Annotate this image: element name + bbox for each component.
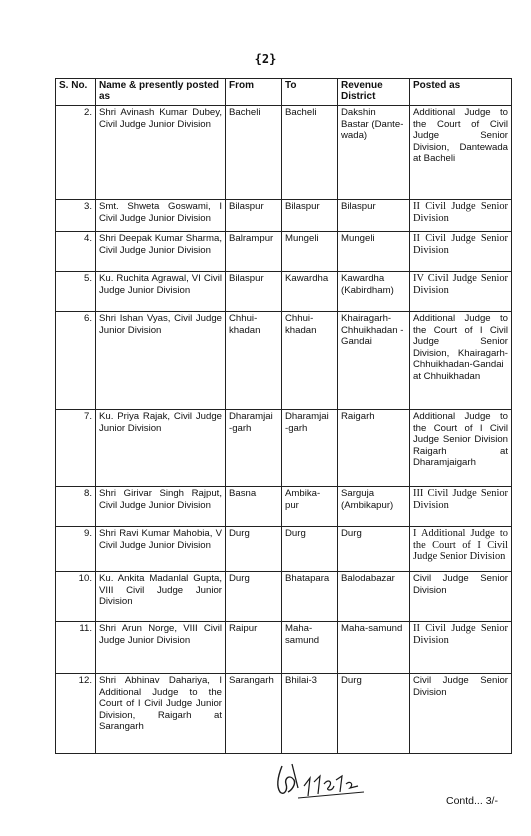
- page-number: {2}: [254, 52, 277, 66]
- cell-district: Balodabazar: [338, 572, 410, 622]
- cell-sno: 7.: [56, 410, 96, 487]
- table-row: [56, 232, 512, 272]
- cell-district: Sarguja (Ambikapur): [338, 487, 410, 527]
- cell-to: Ambika-pur: [282, 487, 338, 527]
- continued-note: Contd... 3/-: [446, 795, 498, 807]
- cell-district: Raigarh: [338, 410, 410, 487]
- cell-from: Durg: [226, 527, 282, 572]
- header-from: From: [226, 79, 282, 106]
- cell-name: Shri Deepak Kumar Sharma, Civil Judge Junior Division: [96, 232, 226, 272]
- cell-from: Chhui-khadan: [226, 312, 282, 410]
- cell-district: Khairagarh-Chhuikhadan -Gandai: [338, 312, 410, 410]
- cell-to: Bhilai-3: [282, 674, 338, 754]
- cell-posted: Civil Judge Senior Division: [410, 674, 512, 754]
- table-row: [56, 200, 512, 232]
- cell-from: Bilaspur: [226, 272, 282, 312]
- cell-district: Maha-samund: [338, 622, 410, 674]
- cell-sno: 6.: [56, 312, 96, 410]
- cell-district: Bilaspur: [338, 200, 410, 232]
- cell-sno: 11.: [56, 622, 96, 674]
- cell-from: Balrampur: [226, 232, 282, 272]
- cell-to: Dharamjai -garh: [282, 410, 338, 487]
- cell-from: Bilaspur: [226, 200, 282, 232]
- cell-name: Shri Girivar Singh Rajput, Civil Judge Junior Division: [96, 487, 226, 527]
- cell-name: Shri Abhinav Dahariya, I Additional Judge to the Court of I Civil Judge Junior Division, Raigarh at Sarangarh: [96, 674, 226, 754]
- cell-district: Dakshin Bastar (Dante-wada): [338, 106, 410, 200]
- cell-from: Durg: [226, 572, 282, 622]
- cell-to: Kawardha: [282, 272, 338, 312]
- cell-sno: 4.: [56, 232, 96, 272]
- cell-name: Shri Arun Norge, VIII Civil Judge Junior Division: [96, 622, 226, 674]
- table-row: [56, 410, 512, 487]
- cell-name: Shri Ravi Kumar Mahobia, V Civil Judge Junior Division: [96, 527, 226, 572]
- header-posted: Posted as: [410, 79, 512, 106]
- cell-sno: 8.: [56, 487, 96, 527]
- cell-name: Smt. Shweta Goswami, I Civil Judge Junior Division: [96, 200, 226, 232]
- cell-posted: Additional Judge to the Court of I Civil Judge Senior Division, Khairagarh-Chhuikhadan-Gandai at Chhuikhadan: [410, 312, 512, 410]
- table-row: [56, 106, 512, 200]
- cell-from: Sarangarh: [226, 674, 282, 754]
- header-district: Revenue District: [338, 79, 410, 106]
- cell-to: Chhui-khadan: [282, 312, 338, 410]
- cell-district: Kawardha (Kabirdham): [338, 272, 410, 312]
- cell-district: Durg: [338, 527, 410, 572]
- cell-name: Shri Ishan Vyas, Civil Judge Junior Division: [96, 312, 226, 410]
- cell-from: Basna: [226, 487, 282, 527]
- cell-to: Bacheli: [282, 106, 338, 200]
- cell-sno: 2.: [56, 106, 96, 200]
- cell-to: Bilaspur: [282, 200, 338, 232]
- cell-name: Shri Avinash Kumar Dubey, Civil Judge Junior Division: [96, 106, 226, 200]
- cell-to: Bhatapara: [282, 572, 338, 622]
- header-sno: S. No.: [56, 79, 96, 106]
- table-row: [56, 487, 512, 527]
- cell-to: Mungeli: [282, 232, 338, 272]
- signature: [268, 756, 368, 802]
- cell-posted: Additional Judge to the Court of Civil Judge Senior Division, Dantewada at Bacheli: [410, 106, 512, 200]
- cell-from: Bacheli: [226, 106, 282, 200]
- cell-posted: III Civil Judge Senior Division: [410, 487, 512, 527]
- cell-district: Durg: [338, 674, 410, 754]
- cell-name: Ku. Ruchita Agrawal, VI Civil Judge Junior Division: [96, 272, 226, 312]
- cell-district: Mungeli: [338, 232, 410, 272]
- cell-name: Ku. Priya Rajak, Civil Judge Junior Division: [96, 410, 226, 487]
- table-row: [56, 622, 512, 674]
- postings-table: [55, 78, 512, 754]
- header-name: Name & presently posted as: [96, 79, 226, 106]
- cell-to: Maha-samund: [282, 622, 338, 674]
- cell-posted: Additional Judge to the Court of I Civil Judge Senior Division Raigarh at Dharamjaigarh: [410, 410, 512, 487]
- table-row: [56, 272, 512, 312]
- cell-posted: Civil Judge Senior Division: [410, 572, 512, 622]
- table-row: [56, 572, 512, 622]
- table-row: [56, 674, 512, 754]
- cell-posted: II Civil Judge Senior Division: [410, 232, 512, 272]
- cell-sno: 9.: [56, 527, 96, 572]
- cell-posted: I Additional Judge to the Court of I Civil Judge Senior Division: [410, 527, 512, 572]
- cell-sno: 3.: [56, 200, 96, 232]
- table-row: [56, 312, 512, 410]
- table-header-row: [56, 79, 512, 106]
- cell-posted: IV Civil Judge Senior Division: [410, 272, 512, 312]
- cell-name: Ku. Ankita Madanlal Gupta, VIII Civil Judge Junior Division: [96, 572, 226, 622]
- cell-from: Raipur: [226, 622, 282, 674]
- header-to: To: [282, 79, 338, 106]
- cell-sno: 5.: [56, 272, 96, 312]
- cell-sno: 12.: [56, 674, 96, 754]
- cell-sno: 10.: [56, 572, 96, 622]
- cell-to: Durg: [282, 527, 338, 572]
- cell-posted: II Civil Judge Senior Division: [410, 200, 512, 232]
- table-row: [56, 527, 512, 572]
- cell-from: Dharamjai -garh: [226, 410, 282, 487]
- cell-posted: II Civil Judge Senior Division: [410, 622, 512, 674]
